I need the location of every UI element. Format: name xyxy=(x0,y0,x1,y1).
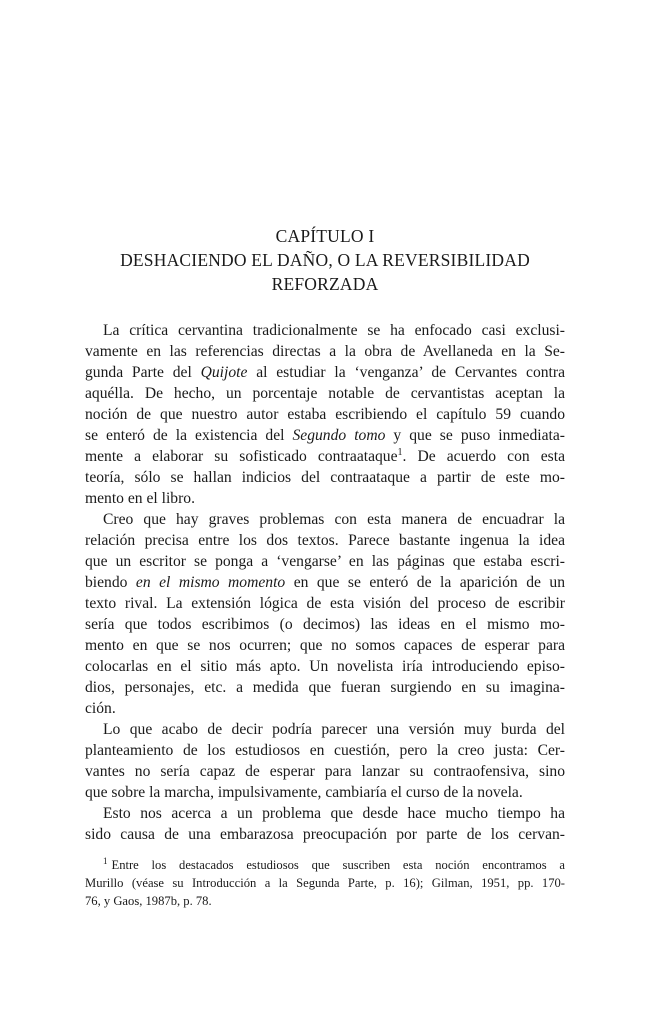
body-text xyxy=(85,320,565,845)
text-line: dios, personajes, etc. a medida que fueran surgiendo en su imagina- xyxy=(85,679,565,696)
text-line: Creo que hay graves problemas con esta manera de encuadrar la xyxy=(103,511,565,528)
footnote-reference[interactable]: 1 xyxy=(397,446,403,458)
chapter-title-line-1: DESHACIENDO EL DAÑO, O LA REVERSIBILIDAD xyxy=(120,250,530,270)
chapter-title-line-2: REFORZADA xyxy=(271,274,379,294)
text-line: gunda Parte del Quijote al estudiar la ‘venganza’ de Cervantes contra xyxy=(85,364,565,381)
paragraph xyxy=(85,320,565,509)
footnote-line: Murillo (véase su Introducción a la Segunda Parte, p. 16); Gilman, 1951, pp. 170- xyxy=(85,876,565,890)
text-line: Lo que acabo de decir podría parecer una versión muy burda del xyxy=(103,721,565,738)
text-line: relación precisa entre los dos textos. Parece bastante ingenua la idea xyxy=(85,532,565,549)
text-line: sería que todos escribimos (o decimos) las ideas en el mismo mo- xyxy=(85,616,565,633)
text-line: planteamiento de los estudiosos en cuestión, pero la creo justa: Cer- xyxy=(85,742,565,759)
text-line: texto rival. La extensión lógica de esta visión del proceso de escribir xyxy=(85,595,565,612)
text-line: mente a elaborar su sofisticado contraataque$^1$. De acuerdo con esta xyxy=(85,446,565,465)
italic-title: Quijote xyxy=(200,364,248,381)
text-line: Esto nos acerca a un problema que desde hace mucho tiempo ha xyxy=(103,805,565,822)
chapter-heading xyxy=(70,224,580,296)
text-line: biendo en el mismo momento en que se enteró de la aparición de un xyxy=(85,574,565,591)
text-line: La crítica cervantina tradicionalmente se ha enfocado casi exclusi- xyxy=(103,322,565,339)
text-line: mento en que se nos ocurren; que no somos capaces de esperar para xyxy=(85,637,565,654)
italic-title: en el mismo momento xyxy=(135,574,286,591)
text-line: aquélla. De hecho, un porcentaje notable de cervantistas aceptan la xyxy=(85,385,565,402)
text-line: que un escritor se ponga a ‘vengarse’ en las páginas que estaba escri- xyxy=(85,553,565,570)
chapter-number: CAPÍTULO I xyxy=(275,226,375,246)
text-line: se enteró de la existencia del Segundo tomo y que se puso inmediata- xyxy=(85,427,565,444)
text-line: mento en el libro. xyxy=(85,490,195,507)
footnote-number: 1 xyxy=(103,855,108,866)
text-line: ción. xyxy=(85,700,116,717)
text-line: que sobre la marcha, impulsivamente, cambiaría el curso de la novela. xyxy=(85,784,523,801)
footnote xyxy=(85,856,565,910)
paragraph xyxy=(85,803,565,845)
footnote-line: $^1$ Entre los destacados estudiosos que suscriben esta noción encontramos a xyxy=(103,855,565,872)
text-line: sido causa de una embarazosa preocupación por parte de los cervan- xyxy=(85,826,565,843)
text-line: teoría, sólo se hallan indicios del contraataque a partir de este mo- xyxy=(85,469,565,486)
text-line: colocarlas en el sitio más apto. Un novelista iría introduciendo episo- xyxy=(85,658,565,675)
italic-title: Segundo tomo xyxy=(292,427,386,444)
text-line: noción de que nuestro autor estaba escribiendo el capítulo 59 cuando xyxy=(85,406,565,423)
text-line: vantes no sería capaz de esperar para lanzar su contraofensiva, sino xyxy=(85,763,565,780)
text-line: vamente en las referencias directas a la obra de Avellaneda en la Se- xyxy=(85,343,565,360)
paragraph xyxy=(85,509,565,719)
paragraph xyxy=(85,719,565,803)
footnote-line: 76, y Gaos, 1987b, p. 78. xyxy=(85,894,212,908)
